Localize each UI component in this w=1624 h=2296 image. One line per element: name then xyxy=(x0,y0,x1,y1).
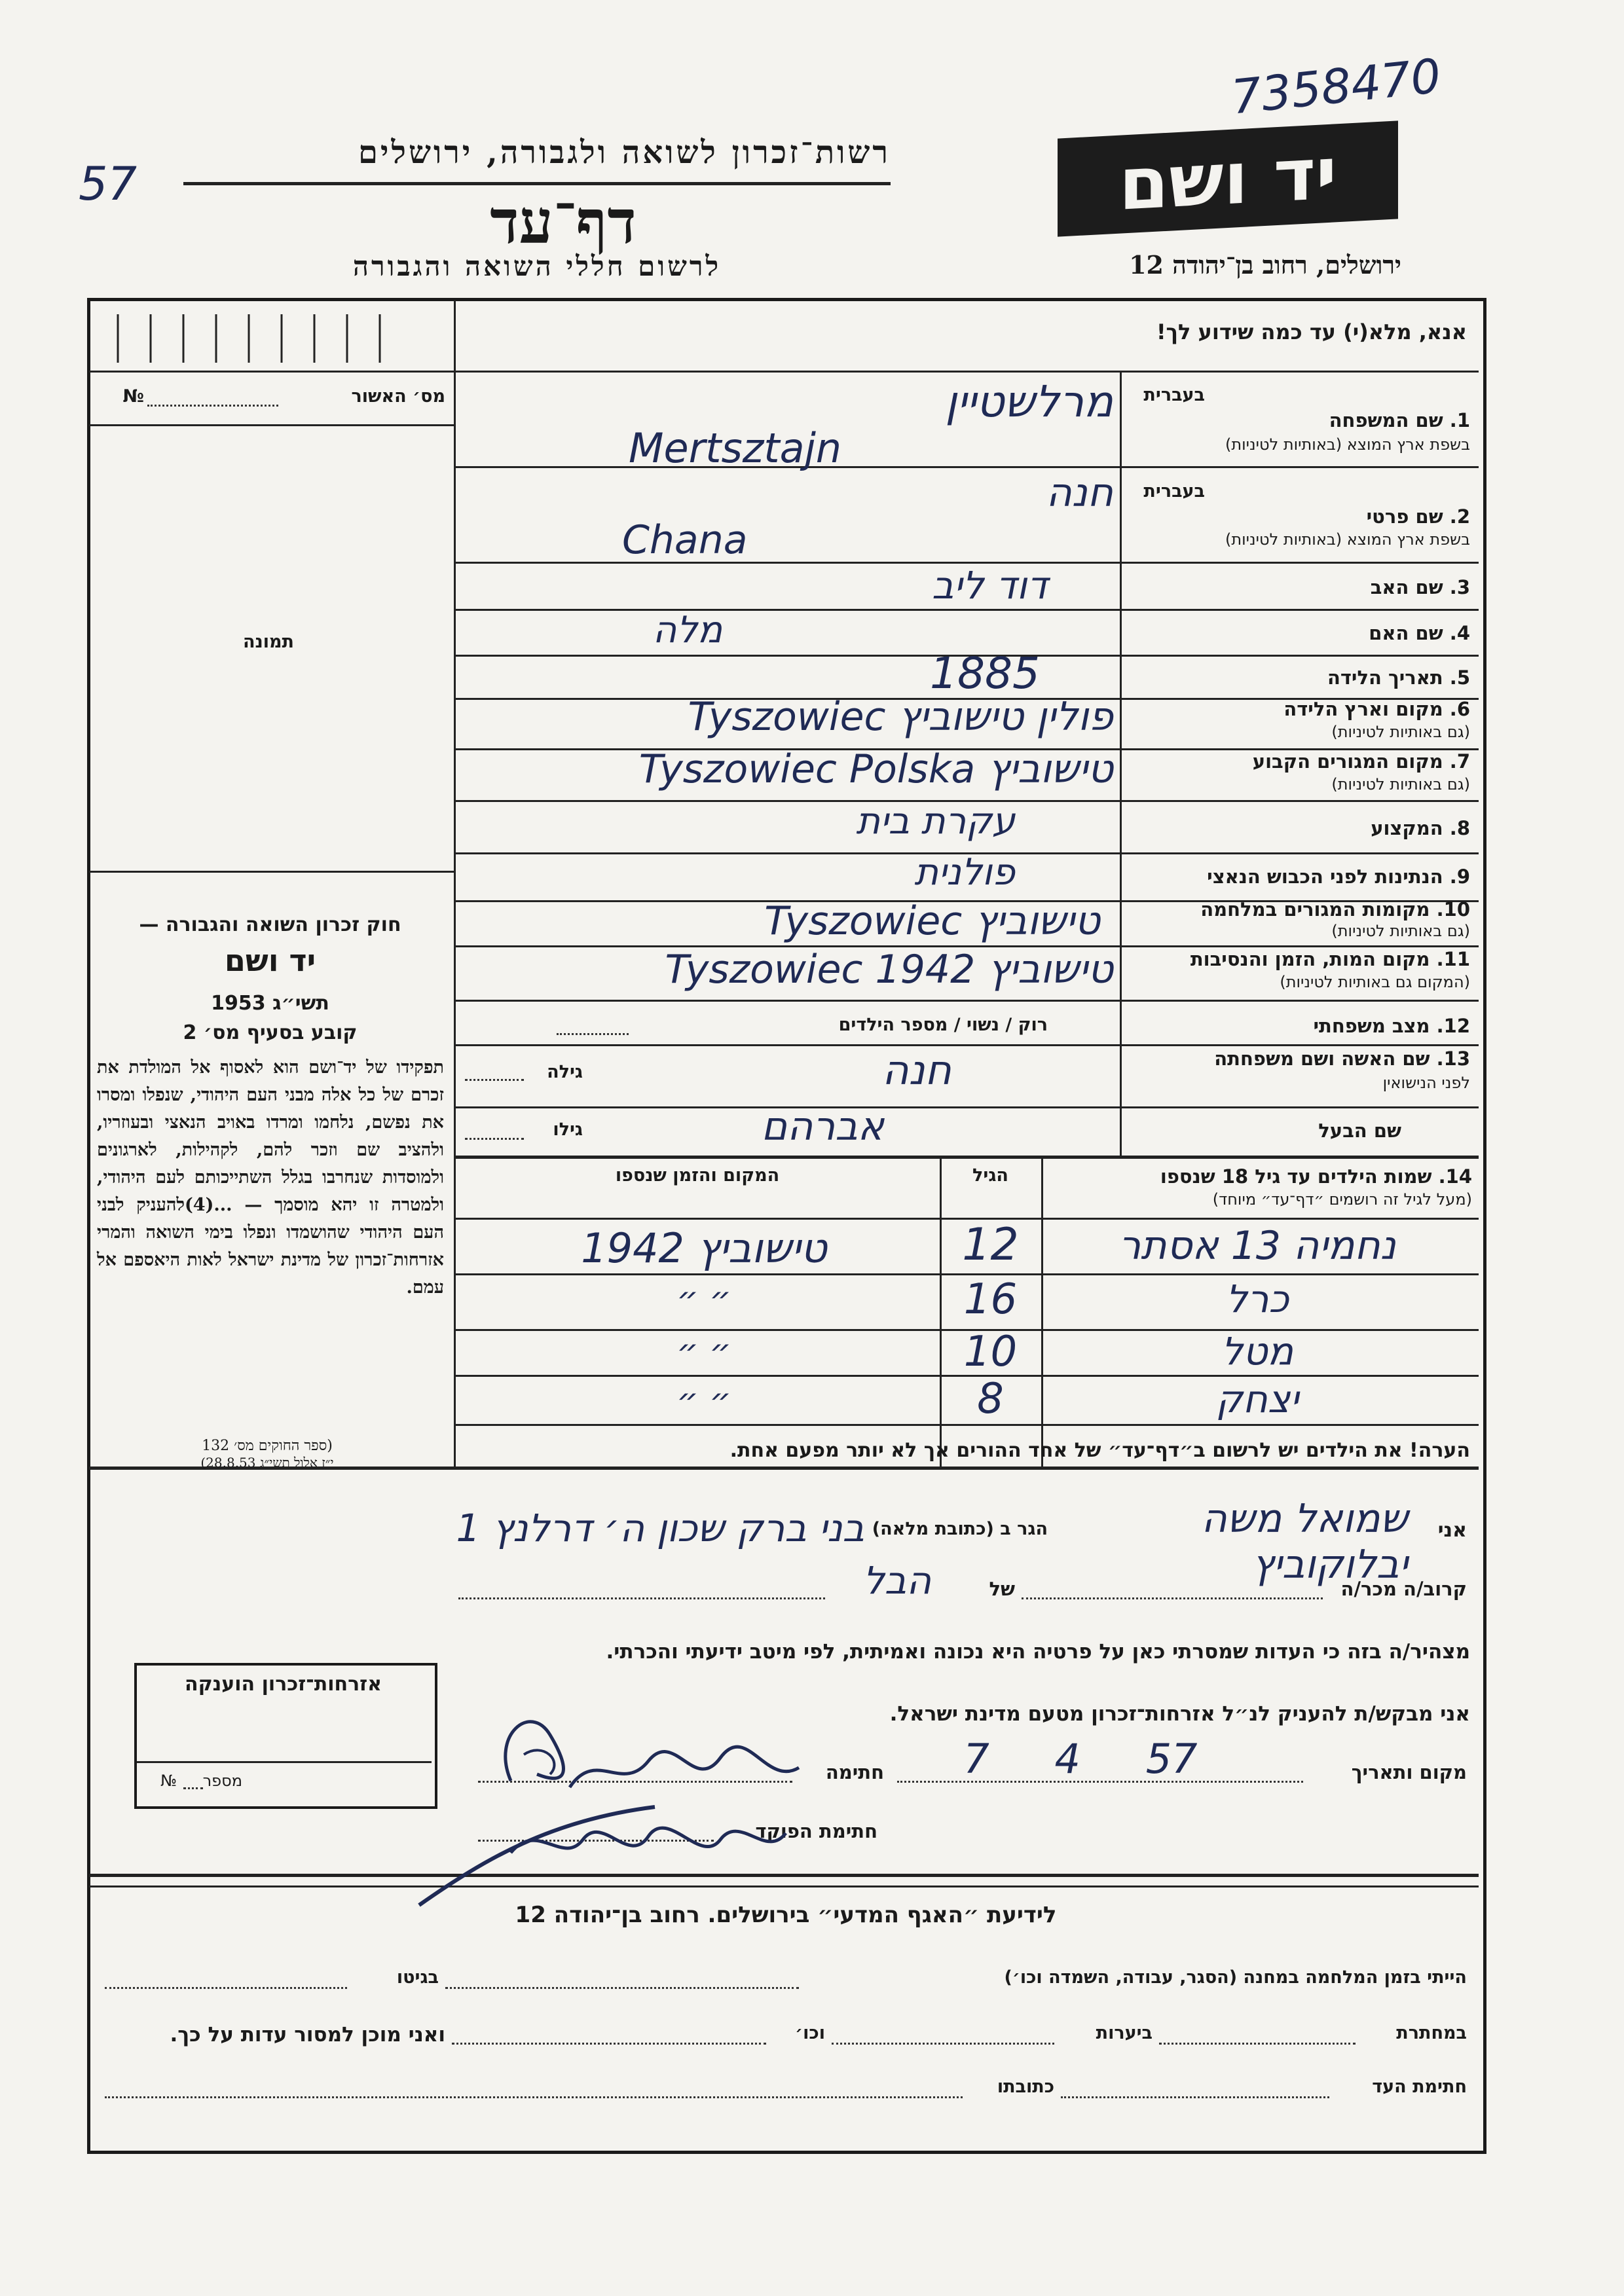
f10-sub: (גם באותיות לטיניות) xyxy=(1331,922,1470,940)
of-label: של xyxy=(989,1578,1015,1600)
children-col-age: הגיל xyxy=(972,1165,1008,1186)
intro-text: אנא, מלא(י) עד כמה שידוע לך! xyxy=(1156,319,1467,344)
declaration-date: 7 4 57 xyxy=(963,1735,1198,1783)
f6-sub: (גם באותיות לטיניות) xyxy=(1331,723,1470,741)
footer-line1-a: הייתי בזמן המלחמה במחנה (הסגר, עבודה, השמדה וכו׳) xyxy=(1004,1967,1467,1988)
footer-line2-d: ואני מוכן למסור עדות על כך. xyxy=(170,2023,445,2047)
child-place: ״ ״ xyxy=(676,1280,731,1319)
spouse-value: אברהם xyxy=(761,1104,884,1150)
declarant-address: בני ברק שכון ה׳ דרלנץ 1 xyxy=(456,1506,864,1550)
child-place: ״ ״ xyxy=(676,1381,731,1421)
law-year: תשי״ג 1953 xyxy=(211,992,329,1015)
spouse-label: שם הבעל xyxy=(1318,1120,1401,1142)
f8-value: עקרת בית xyxy=(856,800,1015,843)
f10-value: טישוביץ Tyszowiec xyxy=(764,898,1100,944)
footer-title: לידיעת ״האגף המדעי״ בירושלים. רחוב בן־יהודה 12 xyxy=(515,1902,1057,1928)
f2-sub: בשפת ארץ המוצא (באותיות לטיניות) xyxy=(1225,530,1470,549)
f4-value: מלה xyxy=(652,609,723,651)
note-text: הערה! את הילדים יש לרשום ב״דף־עד״ של אחד ההורים אך לא יותר מפעם אחת. xyxy=(729,1439,1470,1462)
memorial-number-suffix: № xyxy=(160,1772,177,1790)
law-clause: קובע בסעיף מס׳ 2 xyxy=(183,1021,358,1044)
memorial-number-label: מספר xyxy=(202,1772,242,1790)
request-text: אני מבקש/ת להעניק לנ״ל אזרחות־זכרון מטעם מדינת ישראל. xyxy=(889,1702,1470,1726)
child-name: כרל xyxy=(1225,1277,1289,1321)
relative-label: קרוב/ה מכר/ה xyxy=(1340,1578,1467,1600)
footer-line3-b: כתובתו xyxy=(997,2077,1054,2097)
law-name: יד ושם xyxy=(224,943,316,978)
f13-sub: לפני הנישואין xyxy=(1382,1074,1470,1092)
archive-number: 7358470 xyxy=(1228,48,1444,125)
law-source-2: י״ז אלול תשי״ג 28.8.53) xyxy=(200,1455,334,1470)
f1-value-lat: Mertsztajn xyxy=(629,424,842,472)
declarant-ani: אני xyxy=(1437,1519,1467,1542)
f11-value: טישוביץ Tyszowiec 1942 xyxy=(665,947,1113,993)
f6-label: 6. מקום וארץ הלידה xyxy=(1283,698,1470,720)
f5-label: 5. תאריך הלידה xyxy=(1327,666,1470,689)
f3-value: דוד ליב xyxy=(931,563,1048,608)
f1-sub: בשפת ארץ המוצא (באותיות לטיניות) xyxy=(1225,435,1470,454)
child-age: 8 xyxy=(977,1375,1004,1423)
officer-label: חתימת הפוקד xyxy=(755,1820,877,1842)
form-title: דף־עד xyxy=(490,187,637,257)
header-address: ירושלים, רחוב בן־יהודה 12 xyxy=(1129,250,1401,280)
f7-label: 7. מקום המגורים הקבוע xyxy=(1252,750,1470,773)
f2-hebrew-label: בעברית xyxy=(1143,481,1205,501)
f4-label: 4. שם האם xyxy=(1369,622,1470,644)
law-body: תפקידו של יד־ושם הוא לאסוף אל המולדת את זכרם של כל אלה מבני העם היהודי, שנפלו ומסרו את נפשם, נלחמו ומרדו באויב הנאצי ובעוזריו, ולהציב שם וזכר להם, לקהילות, לארגונים ולמוסדות שנחרבו בגלל השתייכותם לעם היהודי, ולמטרה זו יהא מוסמך — ...(4)להעניק לבני העם היהודי שהושמדו ונפלו בימי השואה והמרי אזרחות־זכרון של מדינת ישראל לאות היאספם אל עמם. xyxy=(97,1057,444,1298)
f10-label: 10. מקומות המגורים במלחמה xyxy=(1200,898,1470,920)
memorial-title: אזרחות־זכרון הוענקה xyxy=(184,1673,382,1696)
place-date-label: מקום ותאריך xyxy=(1351,1761,1467,1783)
child-name: יצחק xyxy=(1215,1377,1299,1421)
footer-line2-a: במחתרת xyxy=(1396,2023,1467,2043)
office-code-boxes xyxy=(92,309,406,368)
child-age: 16 xyxy=(963,1275,1018,1324)
children-header-sub: (מעל לגיל זה רושמים ״דף־עד״ מיוחד) xyxy=(1212,1190,1472,1209)
f2-value-lat: Chana xyxy=(622,517,748,563)
child-name: נחמיה 13 אסתר xyxy=(1118,1223,1396,1269)
f13-label: 13. שם האשה ושם משפחתה xyxy=(1214,1048,1470,1070)
f12-options: רוק / נשוי / מספר הילדים xyxy=(838,1015,1048,1035)
resides-label: הגר ב (כתובת מלאה) xyxy=(872,1519,1048,1539)
relation-value: הבל xyxy=(862,1558,932,1603)
child-age: 10 xyxy=(963,1328,1018,1376)
footer-line3-a: חתימת העד xyxy=(1372,2077,1467,2097)
form-subtitle: לרשום חללי השואה והגבורה xyxy=(352,250,722,282)
child-place: טישוביץ 1942 xyxy=(581,1224,827,1272)
f13-value: חנה xyxy=(882,1046,951,1094)
declarant-name: שמואל משה יבלוקוביץ xyxy=(1201,1496,1408,1588)
f11-label: 11. מקום המות, הזמן והנסיבות xyxy=(1190,948,1470,970)
f8-label: 8. המקצוע xyxy=(1371,817,1470,839)
f6-value: פולין טישוביץ Tyszowiec xyxy=(688,694,1113,740)
f3-label: 3. שם האב xyxy=(1370,576,1470,598)
f9-value: פולנית xyxy=(914,851,1015,894)
f13-age-label: גילה xyxy=(547,1062,583,1082)
f1-hebrew-label: בעברית xyxy=(1143,385,1205,405)
footer-line1-b: בגיטו xyxy=(396,1967,439,1988)
spouse-age-label: גילו xyxy=(553,1120,583,1140)
approval-no-suffix: № xyxy=(122,386,144,407)
child-place: ״ ״ xyxy=(676,1332,731,1372)
child-age: 12 xyxy=(962,1219,1019,1271)
f9-label: 9. הנתינות לפני הכבוש הנאצי xyxy=(1207,866,1470,888)
footer-line2-c: וכו׳ xyxy=(795,2023,825,2043)
f7-sub: (גם באותיות לטיניות) xyxy=(1331,775,1470,793)
f7-value: טישוביץ Tyszowiec Polska xyxy=(638,746,1113,792)
f2-value-he: חנה xyxy=(1046,470,1113,516)
law-source-1: (ספר החוקים מס׳ 132 xyxy=(202,1438,333,1454)
declaration-text: מצהיר/ה בזה כי העדות שמסרתי כאן על פרטיה היא נכונה ואמיתית, לפי מיטב ידיעתי והכרתי. xyxy=(606,1640,1470,1664)
page-number: 57 xyxy=(79,157,138,211)
footer-line2-b: ביערות xyxy=(1096,2023,1153,2043)
officer-signature xyxy=(406,1781,799,1912)
org-line: רשות־זכרון לשואה ולגבורה, ירושלים xyxy=(358,134,891,171)
f2-label: 2. שם פרטי xyxy=(1366,505,1470,528)
children-header-label: 14. שמות הילדים עד גיל 18 שנספו xyxy=(1160,1165,1472,1188)
f12-label: 12. מצב משפחתי xyxy=(1313,1015,1470,1037)
signature-label: חתימה xyxy=(825,1761,884,1783)
children-col-place: המקום והזמן שנספו xyxy=(615,1165,780,1186)
yad-vashem-logo: יד ושם xyxy=(1058,120,1398,236)
approval-no-label: מס׳ האשור xyxy=(351,386,445,407)
f1-value-he: מרלשטיין xyxy=(945,376,1113,427)
f1-label: 1. שם המשפחה xyxy=(1329,409,1470,431)
f11-sub: (המקום גם באותיות לטיניות) xyxy=(1280,973,1470,991)
f5-value: 1885 xyxy=(930,648,1040,699)
photo-label: תמונה xyxy=(242,632,295,652)
law-title: חוק זכרון השואה והגבורה — xyxy=(139,913,401,936)
child-name: מטל xyxy=(1221,1329,1293,1374)
